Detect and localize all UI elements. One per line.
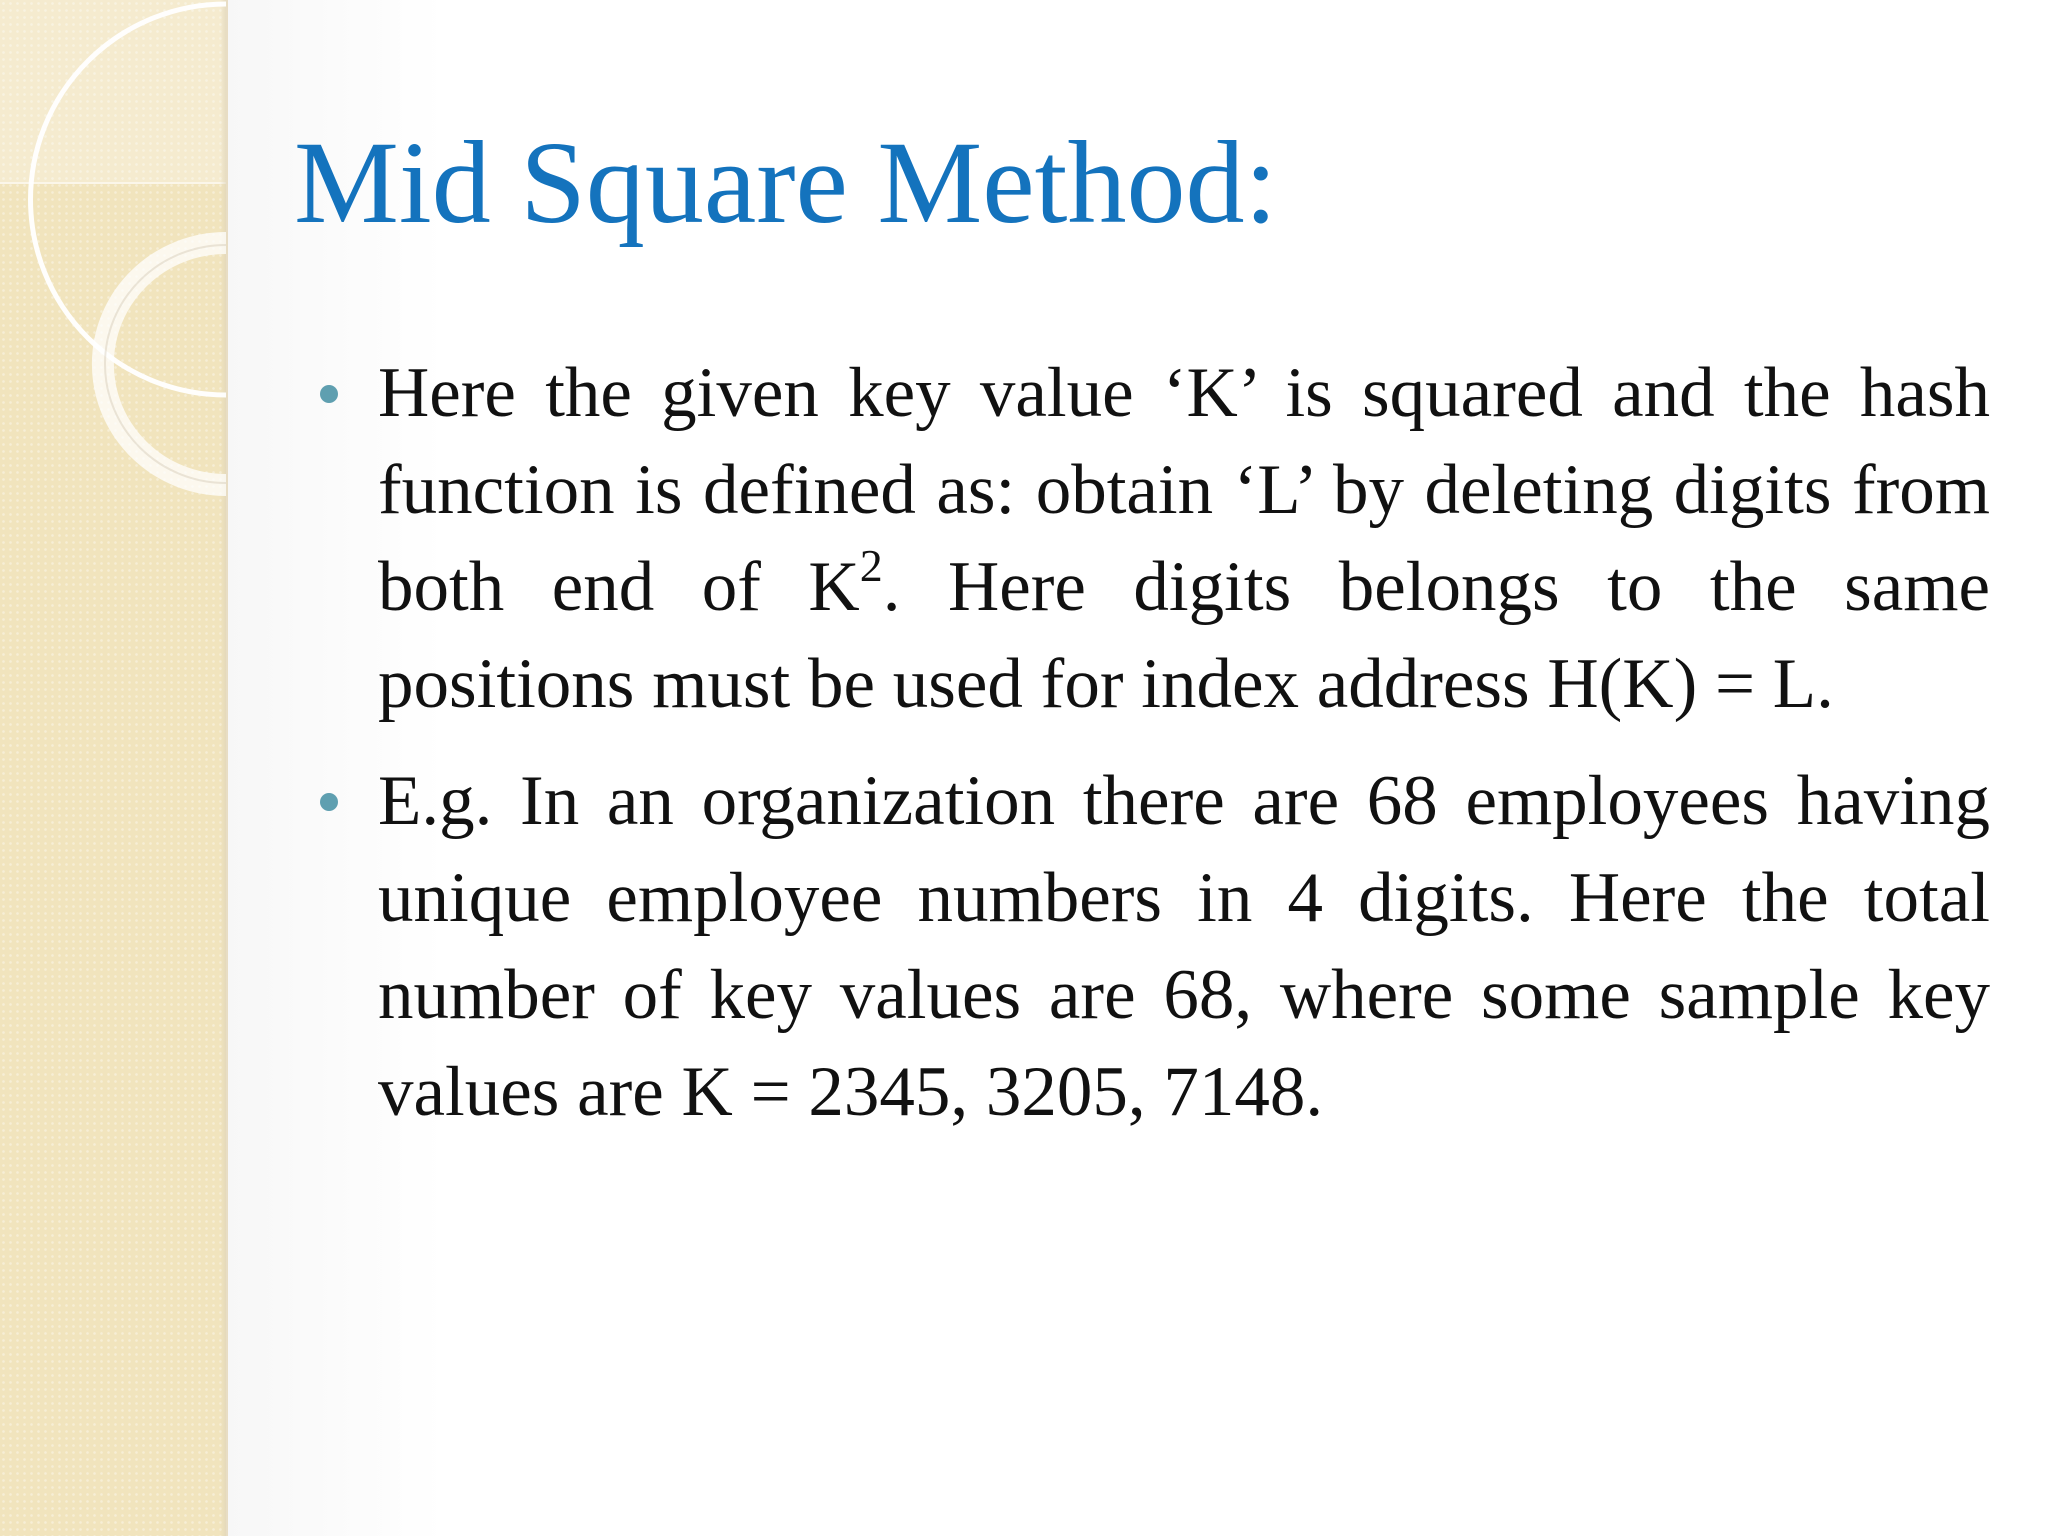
superscript-exponent: 2 — [859, 540, 883, 592]
definition-text — [378, 354, 1990, 723]
bullet-item-definition — [378, 345, 1990, 733]
definition-text-end: . Here digits belongs to the same positions must be used for index address H(K) = L. — [378, 548, 1990, 723]
decorative-side-strip — [0, 0, 228, 1536]
definition-text-start: Here the given key value ‘K’ is squared and the hash function is defined as: obtain ‘L’ by deleting digits from both end of K — [378, 354, 1990, 626]
slide-title: Mid Square Method: — [294, 117, 1278, 248]
bullet-icon — [320, 385, 338, 403]
bullet-item-example — [378, 753, 1990, 1141]
bullet-icon — [320, 793, 338, 811]
example-text: E.g. In an organization there are 68 employees having unique employee numbers in 4 digits. Here the total number of key values are 68, where some sample key values are K = 2345, 3205, 7148. — [378, 762, 1990, 1131]
decorative-top-panel — [0, 0, 226, 184]
bullet-list — [378, 345, 1990, 1161]
